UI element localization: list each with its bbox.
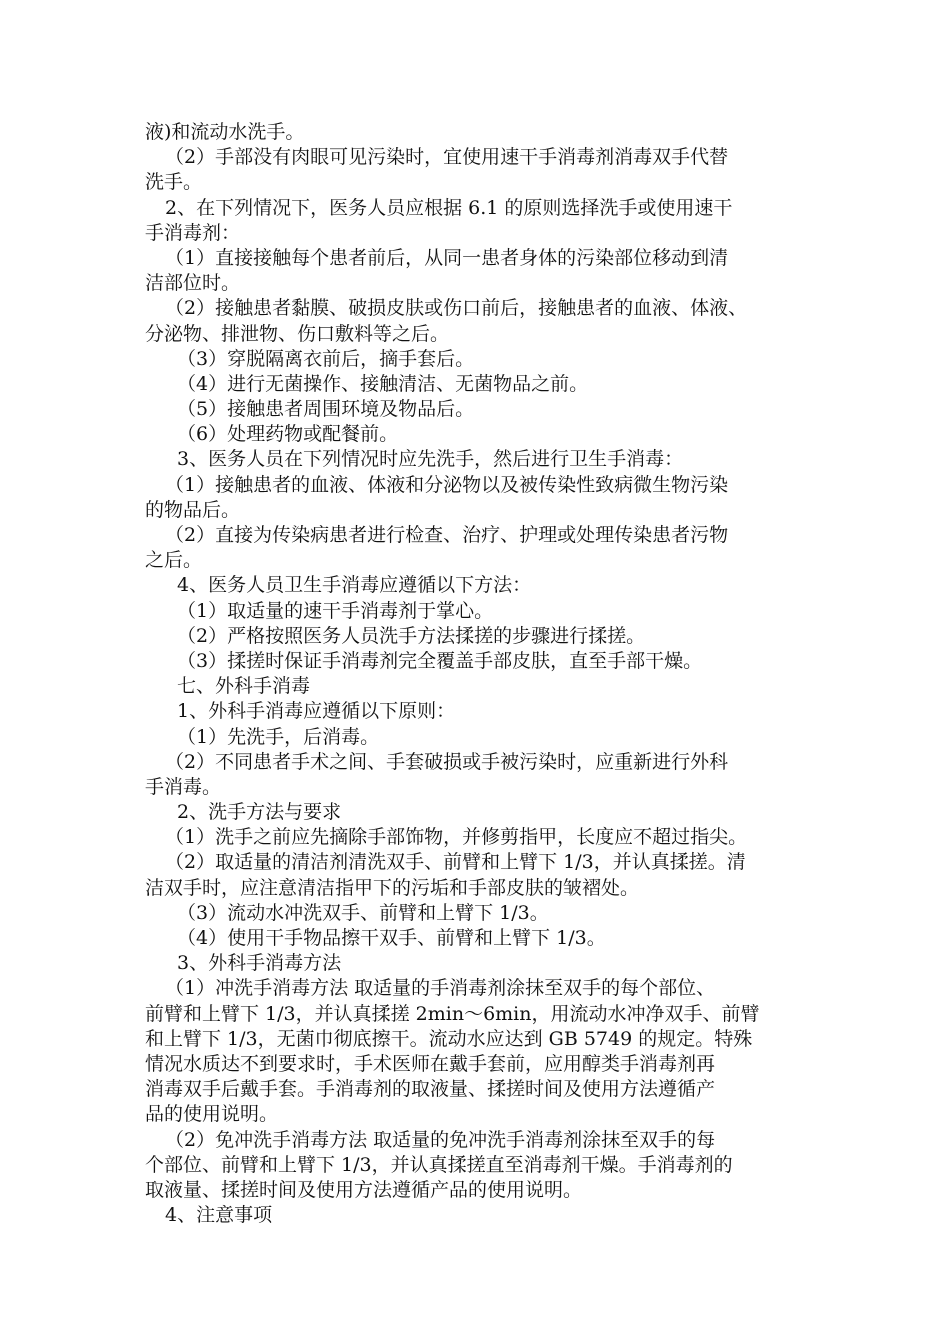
text-line: （2）不同患者手术之间、手套破损或手被污染时，应重新进行外科 xyxy=(165,750,729,773)
text-line: （4）使用干手物品擦干双手、前臂和上臂下 1/3。 xyxy=(177,927,606,949)
text-line: 4、医务人员卫生手消毒应遵循以下方法： xyxy=(177,574,532,597)
text-line: 4、注意事项 xyxy=(165,1204,273,1227)
text-line: （4）进行无菌操作、接触清洁、无菌物品之前。 xyxy=(177,372,589,395)
text-line: 2、洗手方法与要求 xyxy=(177,801,342,824)
text-line: （6）处理药物或配餐前。 xyxy=(177,423,399,446)
text-line: 七、外科手消毒 xyxy=(177,675,311,698)
text-line: （1）冲洗手消毒方法 取适量的手消毒剂涂抹至双手的每个部位、 xyxy=(165,977,716,1000)
text-line: 消毒双手后戴手套。手消毒剂的取液量、揉搓时间及使用方法遵循产 xyxy=(145,1078,716,1101)
text-line: （3）揉搓时保证手消毒剂完全覆盖手部皮肤，直至手部干燥。 xyxy=(177,649,703,672)
text-line: 2、在下列情况下，医务人员应根据 6.1 的原则选择洗手或使用速干 xyxy=(165,196,733,219)
text-line: 3、医务人员在下列情况时应先洗手，然后进行卫生手消毒： xyxy=(177,448,684,471)
text-line: 手消毒剂： xyxy=(145,221,241,244)
text-line: 品的使用说明。 xyxy=(145,1103,279,1126)
text-line: 之后。 xyxy=(145,549,203,572)
text-line: 洁部位时。 xyxy=(145,272,241,295)
text-line: （2）免冲洗手消毒方法 取适量的免冲洗手消毒剂涂抹至双手的每 xyxy=(165,1128,716,1151)
text-line: （1）接触患者的血液、体液和分泌物以及被传染性致病微生物污染 xyxy=(165,473,729,496)
text-line: （2）取适量的清洁剂清洗双手、前臂和上臂下 1/3，并认真揉搓。清 xyxy=(165,851,746,874)
text-line: 3、外科手消毒方法 xyxy=(177,952,342,975)
text-line: 个部位、前臂和上臂下 1/3，并认真揉搓直至消毒剂干燥。手消毒剂的 xyxy=(145,1153,733,1176)
text-line: 液)和流动水洗手。 xyxy=(145,121,305,143)
text-line: （2）接触患者黏膜、破损皮肤或伤口前后，接触患者的血液、体液、 xyxy=(165,297,748,320)
text-line: （1）直接接触每个患者前后，从同一患者身体的污染部位移动到清 xyxy=(165,246,729,269)
text-line: 情况水质达不到要求时，手术医师在戴手套前，应用醇类手消毒剂再 xyxy=(145,1052,716,1075)
document-body xyxy=(145,120,817,1228)
text-line: （3）流动水冲洗双手、前臂和上臂下 1/3。 xyxy=(177,901,549,924)
text-line: 和上臂下 1/3，无菌巾彻底擦干。流动水应达到 GB 5749 的规定。特殊 xyxy=(145,1027,753,1050)
text-line: 分泌物、排泄物、伤口敷料等之后。 xyxy=(145,322,450,345)
text-line: （1）先洗手，后消毒。 xyxy=(177,725,380,748)
text-line: 手消毒。 xyxy=(145,775,222,798)
text-line: 洗手。 xyxy=(145,171,203,194)
text-line: （5）接触患者周围环境及物品后。 xyxy=(177,398,475,421)
text-line: 前臂和上臂下 1/3，并认真揉搓 2min～6min，用流动水冲净双手、前臂 xyxy=(145,1002,760,1025)
text-line: （2）手部没有肉眼可见污染时，宜使用速干手消毒剂消毒双手代替 xyxy=(165,146,729,169)
text-line: （2）严格按照医务人员洗手方法揉搓的步骤进行揉搓。 xyxy=(177,624,646,647)
text-line: 洁双手时，应注意清洁指甲下的污垢和手部皮肤的皱褶处。 xyxy=(145,876,640,899)
text-line: 取液量、揉搓时间及使用方法遵循产品的使用说明。 xyxy=(145,1178,583,1201)
text-line: 的物品后。 xyxy=(145,498,241,521)
text-line: 1、外科手消毒应遵循以下原则： xyxy=(177,700,456,723)
text-line: （3）穿脱隔离衣前后，摘手套后。 xyxy=(177,347,475,370)
text-line: （1）取适量的速干手消毒剂于掌心。 xyxy=(177,599,494,622)
text-line: （2）直接为传染病患者进行检查、治疗、护理或处理传染患者污物 xyxy=(165,524,729,546)
text-line: （1）洗手之前应先摘除手部饰物，并修剪指甲，长度应不超过指尖。 xyxy=(165,826,748,849)
